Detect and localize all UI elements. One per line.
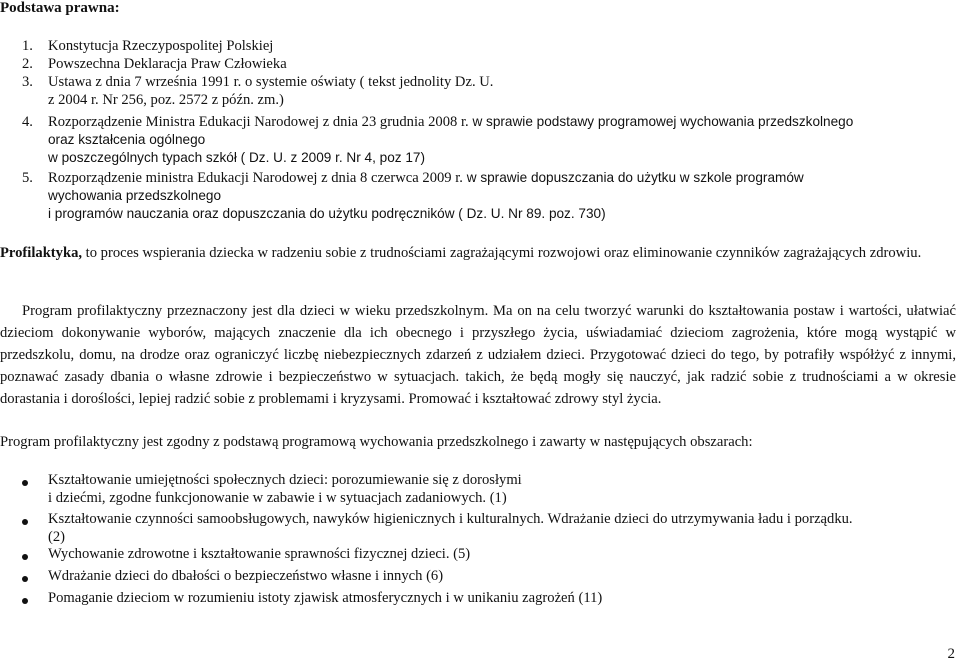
legal-item-text [48, 169, 804, 187]
program-paragraph: Program profilaktyczny przeznaczony jest dla dzieci w wieku przedszkolnym. Ma on na celu tworzyć warunki do kształtowania postaw i wartości, ułatwiać dzieciom dokonywanie wyborów, mających znaczenie dla ich obecnego i przyszłego życia, uświadamiać dzieciom zagrożenia, które mogą wystąpić w przedszkolu, domu, na drodze oraz ograniczyć liczbę niebezpiecznych zdarzeń z udziałem dzieci. Przygotować dzieci do tego, by potrafiły współżyć z innymi, poznawać zasady dbania o własne zdrowie i bezpieczeństwo w sytuacjach. takich, że będą mogły się nauczyć, jak radzić sobie z trudnościami a w okresie dorastania i doroślości, lepiej radzić sobie z problemami i kryzysami. Promować i kształtować zdrowy styl życia. [0, 303, 956, 407]
legal-item-text-part: w sprawie dopuszczania do użytku w szkole programów [462, 170, 804, 185]
list-item: i dziećmi, zgodne funkcjonowanie w zabawie i w sytuacjach zadaniowych. (1) [48, 490, 507, 506]
areas-intro: Program profilaktyczny jest zgodny z podstawą programową wychowania przedszkolnego i zawarty w następujących obszarach: [0, 434, 753, 450]
legal-item-text: wychowania przedszkolnego [48, 188, 222, 203]
bullet-icon [22, 576, 28, 582]
bullet-icon [22, 598, 28, 604]
page-number: 2 [947, 646, 955, 662]
definition-text: to proces wspierania dziecka w radzeniu sobie z trudnościami zagrażającymi rozwojowi oraz eliminowanie czynników zagrażających zdrowiu. [82, 245, 922, 261]
list-item: Wychowanie zdrowotne i kształtowanie sprawności fizycznej dzieci. (5) [48, 546, 471, 562]
bullet-icon [22, 519, 28, 525]
list-item: Kształtowanie czynności samoobsługowych, nawyków higienicznych i kulturalnych. Wdrażanie dzieci do utrzymywania ładu i porządku. [48, 511, 853, 527]
legal-item-text-part: Rozporządzenie ministra Edukacji Narodowej z dnia 8 czerwca 2009 r. [48, 170, 463, 186]
definition-term: Profilaktyka, [0, 245, 83, 261]
legal-item-text: Powszechna Deklaracja Praw Człowieka [48, 56, 287, 72]
legal-item-text-part: w sprawie podstawy programowej wychowania przedszkolnego [468, 114, 854, 129]
legal-item-number: 1. [22, 38, 33, 54]
legal-item-text: i programów nauczania oraz dopuszczania do użytku podręczników ( Dz. U. Nr 89. poz. 730) [48, 206, 606, 221]
legal-item-text-part: Rozporządzenie Ministra Edukacji Narodowej z dnia 23 grudnia 2008 r. [48, 114, 469, 130]
legal-item-text: Konstytucja Rzeczypospolitej Polskiej [48, 38, 274, 54]
legal-item-text: oraz kształcenia ogólnego [48, 132, 206, 147]
list-item: Kształtowanie umiejętności społecznych dzieci: porozumiewanie się z dorosłymi [48, 472, 522, 488]
bullet-icon [22, 554, 28, 560]
legal-item-number: 5. [22, 170, 33, 186]
definition-paragraph [0, 242, 956, 264]
list-item: Wdrażanie dzieci do dbałości o bezpieczeństwo własne i innych (6) [48, 568, 444, 584]
legal-item-number: 3. [22, 74, 33, 90]
legal-item-text: w poszczególnych typach szkół ( Dz. U. z 2009 r. Nr 4, poz 17) [48, 150, 426, 165]
legal-item-number: 2. [22, 56, 33, 72]
legal-item-text: Ustawa z dnia 7 września 1991 r. o systemie oświaty ( tekst jednolity Dz. U. [48, 74, 494, 90]
legal-basis-heading: Podstawa prawna: [0, 0, 120, 16]
legal-item-text [48, 113, 853, 131]
legal-item-number: 4. [22, 114, 33, 130]
list-item: (2) [48, 529, 66, 545]
bullet-icon [22, 480, 28, 486]
list-item: Pomaganie dzieciom w rozumieniu istoty zjawisk atmosferycznych i w unikaniu zagrożeń (11) [48, 590, 603, 606]
legal-item-text: z 2004 r. Nr 256, poz. 2572 z późn. zm.) [48, 92, 284, 108]
